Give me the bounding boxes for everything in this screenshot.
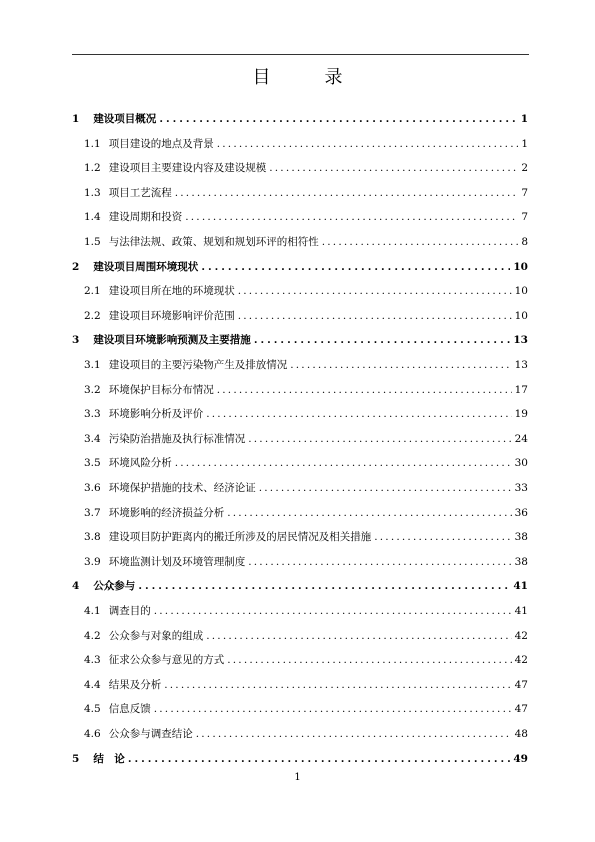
toc-entry-page: 47 (514, 703, 528, 716)
toc-dot-leader (185, 207, 518, 227)
toc-entry-title: 公众参与 (93, 580, 136, 593)
toc-entry-number: 1.1 (84, 137, 101, 150)
toc-entry[interactable] (72, 626, 528, 646)
toc-entry[interactable] (72, 478, 528, 498)
toc-entry-page: 41 (513, 580, 528, 593)
toc-entry-number: 2 (72, 260, 80, 273)
toc-entry-page: 7 (521, 211, 528, 224)
toc-entry[interactable] (72, 429, 528, 449)
toc-entry[interactable] (72, 158, 528, 178)
toc-entry-page: 33 (514, 482, 528, 494)
toc-entry-title: 结果及分析 (108, 678, 162, 691)
toc-entry-title: 环境监测计划及环境管理制度 (108, 555, 246, 568)
toc-entry[interactable] (72, 306, 528, 326)
toc-entry-number: 3.2 (84, 383, 101, 396)
toc-entry-number: 1.5 (84, 236, 101, 248)
toc-entry-title: 信息反馈 (108, 703, 151, 716)
toc-dot-leader (196, 724, 512, 744)
toc-entry-number: 2.2 (84, 309, 101, 322)
toc-entry[interactable] (72, 207, 528, 227)
toc-dot-leader (217, 134, 519, 154)
toc-entry-page: 38 (514, 555, 528, 568)
toc-entry[interactable] (72, 380, 528, 400)
toc-entry-title: 公众参与调查结论 (108, 728, 193, 740)
toc-entry-title: 环境保护措施的技术、经济论证 (108, 482, 256, 494)
toc-entry[interactable] (72, 232, 528, 252)
toc-entry[interactable] (72, 527, 528, 547)
toc-entry-number: 4 (72, 580, 80, 593)
toc-dot-leader (154, 699, 512, 719)
toc-dot-leader (206, 626, 511, 646)
toc-entry-page: 1 (520, 113, 528, 125)
toc-dot-leader (290, 355, 511, 375)
toc-dot-leader (206, 404, 511, 424)
toc-entry-page: 19 (514, 408, 528, 421)
toc-entry-page: 10 (514, 285, 528, 298)
toc-entry[interactable] (72, 109, 528, 129)
toc-dot-leader (248, 429, 511, 449)
toc-dot-leader (138, 576, 510, 596)
toc-dot-leader (159, 109, 517, 129)
toc-title: 目 录 (252, 67, 361, 88)
toc-entry-title: 环境保护目标分布情况 (108, 383, 214, 396)
toc-dot-leader (248, 552, 511, 572)
toc-entry-page: 10 (513, 260, 528, 273)
toc-dot-leader (217, 380, 512, 400)
toc-entry-number: 3.6 (84, 482, 101, 494)
toc-entry-title: 建设项目防护距离内的搬迁所涉及的居民情况及相关措施 (108, 531, 372, 544)
toc-entry-page: 49 (513, 752, 528, 765)
toc-entry-page: 17 (514, 383, 528, 396)
toc-entry-title: 项目建设的地点及背景 (108, 137, 214, 150)
toc-entry-page: 7 (521, 186, 528, 199)
toc-entry[interactable] (72, 453, 528, 473)
toc-entry-number: 4.6 (84, 728, 101, 740)
toc-entry[interactable] (72, 503, 528, 523)
toc-dot-leader (175, 453, 512, 473)
toc-entry-number: 2.1 (84, 285, 101, 298)
toc-entry[interactable] (72, 134, 528, 154)
toc-entry[interactable] (72, 552, 528, 572)
toc-entry-number: 1.2 (84, 162, 101, 175)
toc-entry[interactable] (72, 183, 528, 203)
toc-entry-page: 36 (514, 506, 528, 519)
toc-entry-number: 1.3 (84, 186, 101, 199)
toc-dot-leader (164, 675, 511, 695)
toc-entry-number: 4.3 (84, 654, 101, 667)
toc-entry-number: 3.5 (84, 457, 101, 470)
toc-entry[interactable] (72, 355, 528, 375)
toc-entry-page: 38 (514, 531, 528, 544)
toc-dot-leader (322, 232, 519, 252)
toc-entry-page: 48 (514, 728, 528, 740)
toc-dot-leader (374, 527, 511, 547)
toc-entry-title: 环境影响的经济损益分析 (108, 506, 225, 519)
toc-entry-title: 建设项目的主要污染物产生及排放情况 (108, 359, 288, 371)
toc-entry[interactable] (72, 257, 528, 277)
toc-entry[interactable] (72, 675, 528, 695)
toc-entry-title: 建设项目主要建设内容及建设规模 (108, 162, 267, 175)
toc-entry-page: 42 (514, 654, 528, 667)
toc-entry-title: 建设项目周围环境现状 (93, 260, 199, 273)
toc-entry-number: 3.7 (84, 506, 101, 519)
toc-dot-leader (238, 281, 512, 301)
toc-entry-title: 调查目的 (108, 605, 151, 617)
toc-entry-page: 30 (514, 457, 528, 470)
toc-entry[interactable] (72, 330, 528, 350)
toc-entry-number: 3 (72, 334, 80, 347)
toc-entry-title: 结 论 (93, 752, 125, 765)
toc-entry-number: 4.4 (84, 678, 101, 691)
toc-entry-page: 41 (514, 605, 528, 617)
toc-entry-page: 8 (521, 236, 528, 248)
toc-entry-page: 1 (521, 137, 528, 150)
toc-entry[interactable] (72, 749, 528, 769)
toc-entry-title: 与法律法规、政策、规划和规划环评的相符性 (108, 236, 319, 248)
page-number-footer: 1 (294, 772, 301, 783)
toc-dot-leader (154, 601, 512, 621)
toc-entry-number: 5 (72, 752, 80, 765)
toc-entry[interactable] (72, 404, 528, 424)
toc-entry-page: 13 (513, 334, 528, 347)
toc-entry[interactable] (72, 576, 528, 596)
toc-entry-page: 10 (514, 309, 528, 322)
toc-dot-leader (254, 330, 511, 350)
toc-dot-leader (269, 158, 518, 178)
toc-entry[interactable] (72, 699, 528, 719)
toc-dot-leader (128, 749, 511, 769)
toc-entry-number: 4.2 (84, 629, 101, 642)
toc-dot-leader (238, 306, 512, 326)
toc-entry-number: 3.3 (84, 408, 101, 421)
toc-entry-number: 3.8 (84, 531, 101, 544)
toc-dot-leader (259, 478, 512, 498)
toc-dot-leader (227, 503, 511, 523)
toc-dot-leader (227, 650, 511, 670)
toc-entry-page: 47 (514, 678, 528, 691)
toc-entry-number: 1.4 (84, 211, 101, 224)
toc-entry-page: 13 (514, 359, 528, 371)
toc-entry-title: 建设周期和投资 (108, 211, 183, 224)
toc-entry[interactable] (72, 281, 528, 301)
toc-entry-number: 3.4 (84, 432, 101, 445)
toc-entry-number: 3.9 (84, 555, 101, 568)
toc-entry-title: 环境风险分析 (108, 457, 172, 470)
toc-entry-title: 环境影响分析及评价 (108, 408, 204, 421)
toc-entry-number: 4.1 (84, 605, 101, 617)
toc-entry-title: 征求公众参与意见的方式 (108, 654, 225, 667)
toc-entry-title: 建设项目所在地的环境现状 (108, 285, 235, 298)
toc-entry-title: 建设项目概况 (93, 113, 157, 125)
toc-entry-number: 1 (72, 113, 80, 125)
toc-dot-leader (175, 183, 519, 203)
toc-entry-title: 项目工艺流程 (108, 186, 172, 199)
header-rule (72, 54, 529, 55)
toc-entry[interactable] (72, 601, 528, 621)
toc-entry-title: 建设项目环境影响预测及主要措施 (93, 334, 251, 347)
toc-entry-title: 建设项目环境影响评价范围 (108, 309, 235, 322)
toc-entry-title: 公众参与对象的组成 (108, 629, 204, 642)
toc-dot-leader (201, 257, 510, 277)
toc-entry-number: 3.1 (84, 359, 101, 371)
toc-entry-page: 2 (521, 162, 528, 175)
toc-entry-number: 4.5 (84, 703, 101, 716)
toc-entry-page: 42 (514, 629, 528, 642)
toc-entry-title: 污染防治措施及执行标准情况 (108, 432, 246, 445)
toc-entry-page: 24 (514, 432, 528, 445)
toc-entry[interactable] (72, 650, 528, 670)
toc-entry[interactable] (72, 724, 528, 744)
